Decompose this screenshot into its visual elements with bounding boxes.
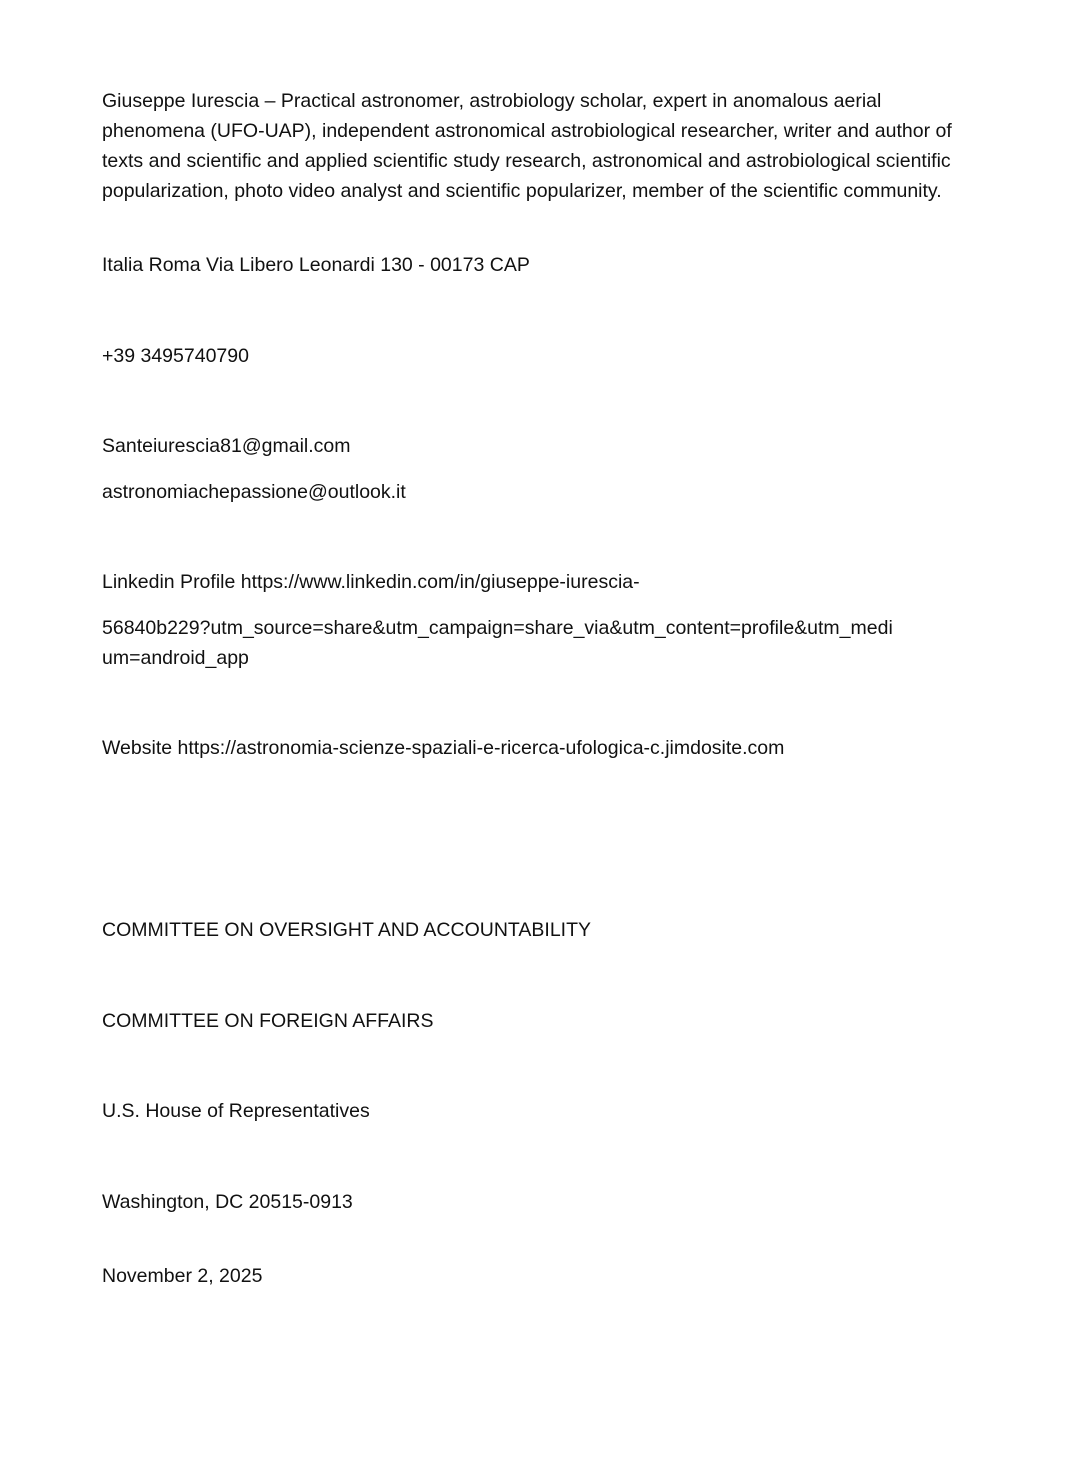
recipient-committee-oversight: COMMITTEE ON OVERSIGHT AND ACCOUNTABILITY [102,919,592,941]
linkedin-url-line-3 [102,643,249,673]
recipient-committee-foreign-affairs: COMMITTEE ON FOREIGN AFFAIRS [102,1010,434,1032]
recipient-house: U.S. House of Representatives [102,1100,370,1122]
linkedin-url-line-2 [102,613,893,643]
letter-date: November 2, 2025 [102,1265,263,1287]
recipient-city: Washington, DC 20515-0913 [102,1191,353,1213]
website-url[interactable]: https://astronomia-scienze-spaziali-e-ricerca-ufologica-c.jimdosite.com [177,737,785,759]
linkedin-url-part3[interactable]: um=android_app [102,647,249,669]
email-gmail-link[interactable]: Santeiurescia81@gmail.com [102,435,351,457]
email-outlook[interactable] [102,477,406,507]
website-label: Website [102,737,173,759]
linkedin-line [102,567,640,597]
postal-address: Italia Roma Via Libero Leonardi 130 - 00173 CAP [102,254,530,276]
linkedin-url-part2[interactable]: 56840b229?utm_source=share&utm_campaign=share_via&utm_content=profile&utm_medi [102,617,893,639]
linkedin-url-part1[interactable]: https://www.linkedin.com/in/giuseppe-iurescia- [240,571,640,593]
phone-number: +39 3495740790 [102,345,249,367]
email-gmail[interactable] [102,431,351,461]
website-line [102,733,784,763]
author-bio: Giuseppe Iurescia – Practical astronomer, astrobiology scholar, expert in anomalous aerial phenomena (UFO-UAP), independent astronomical astrobiological researcher, writer and author of texts and scientific and applied scientific study research, astronomical and astrobiological scientific popularization, photo video analyst and scientific popularizer, member of the scientific community. [102,90,952,202]
email-outlook-link[interactable]: astronomiachepassione@outlook.it [102,481,406,503]
linkedin-label: Linkedin Profile [102,571,236,593]
